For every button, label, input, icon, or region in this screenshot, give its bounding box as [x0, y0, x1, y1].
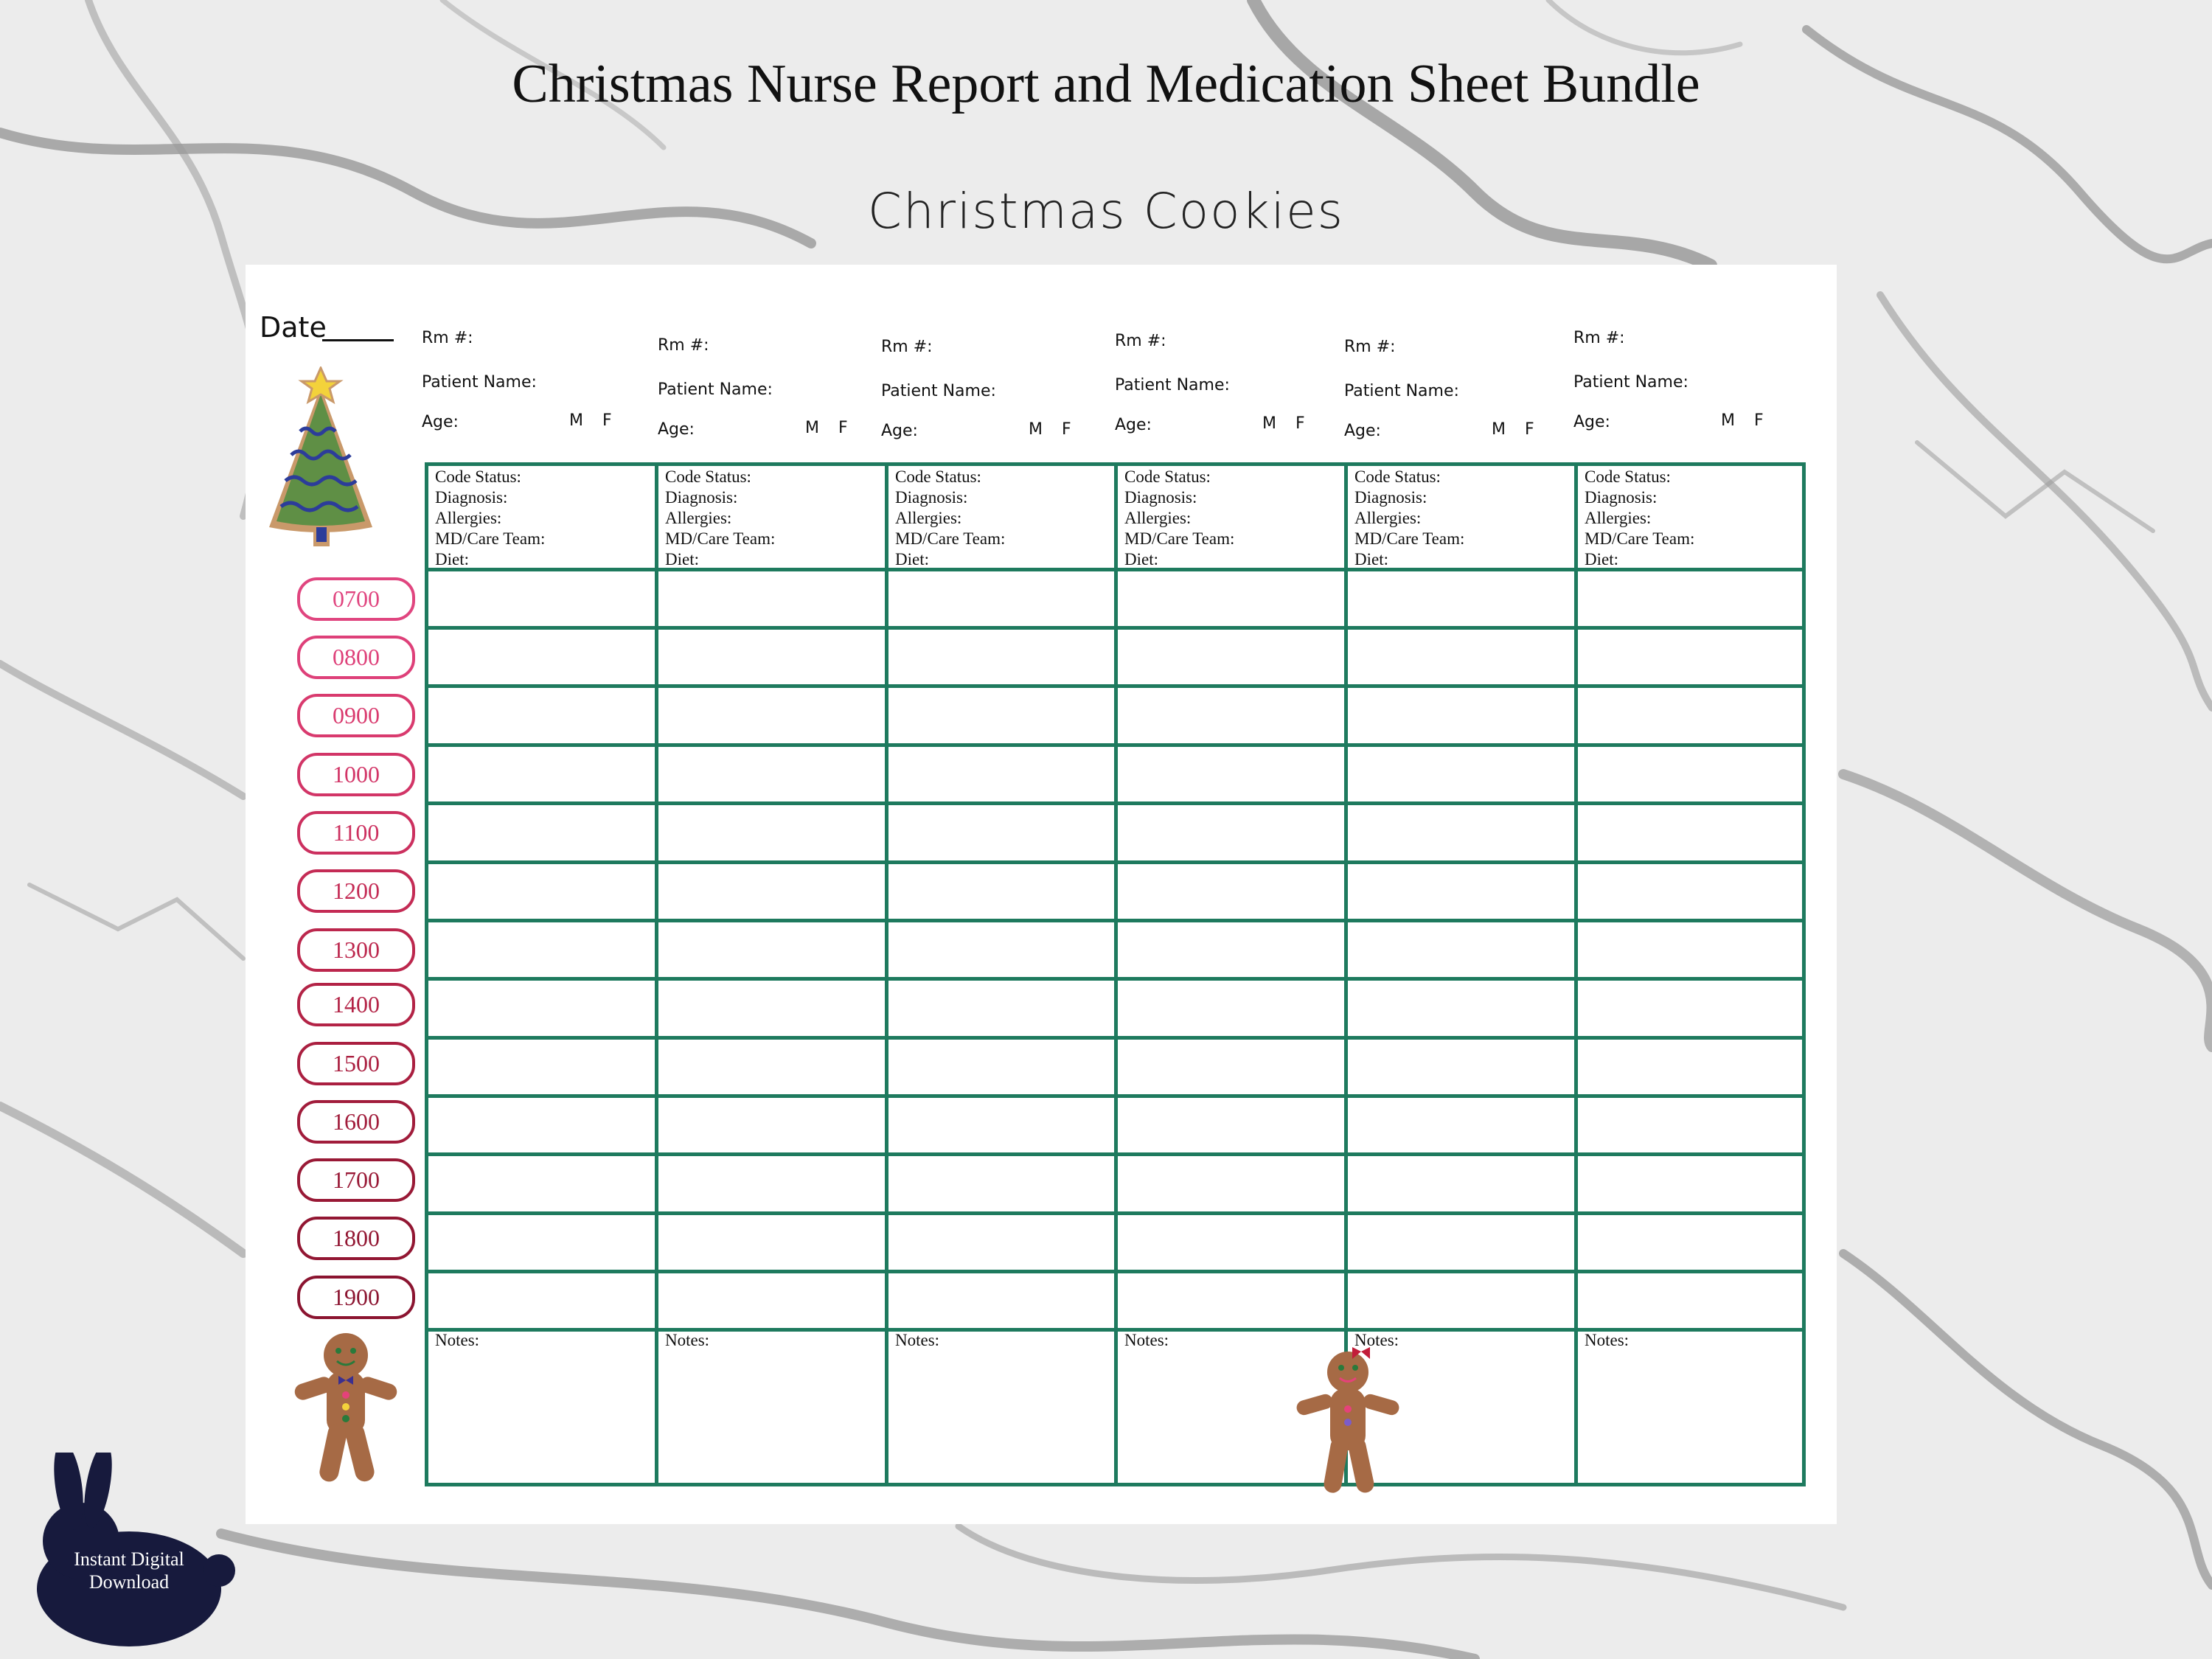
info-label: Code Status:: [665, 467, 751, 486]
info-label: MD/Care Team:: [1354, 529, 1465, 548]
info-label: Diet:: [1124, 550, 1158, 568]
page-subtitle: Christmas Cookies: [867, 183, 1345, 240]
grid-row-line: [425, 462, 1806, 466]
sex-f-option[interactable]: F: [1295, 414, 1305, 433]
time-slot-1100: 1100: [297, 811, 415, 855]
time-slot-1300: 1300: [297, 928, 415, 972]
info-label: MD/Care Team:: [1585, 529, 1695, 548]
patient-name-label: Patient Name:: [881, 382, 996, 400]
time-slot-1000: 1000: [297, 753, 415, 796]
sex-m-option[interactable]: M: [1029, 420, 1043, 439]
info-label: Diet:: [665, 550, 699, 568]
age-label: Age:: [422, 413, 459, 431]
info-label: Diagnosis:: [435, 488, 508, 507]
christmas-tree-cookie-icon: [262, 366, 380, 558]
notes-label[interactable]: Notes:: [435, 1331, 480, 1349]
patient-name-label: Patient Name:: [1344, 382, 1459, 400]
age-label: Age:: [881, 422, 918, 440]
info-label: Code Status:: [435, 467, 521, 486]
info-label: Diet:: [435, 550, 469, 568]
sex-f-option[interactable]: F: [602, 411, 612, 430]
time-slot-0700: 0700: [297, 577, 415, 621]
medication-grid[interactable]: [425, 462, 1806, 1486]
age-label: Age:: [658, 420, 695, 439]
info-label: Code Status:: [895, 467, 981, 486]
notes-label[interactable]: Notes:: [895, 1331, 940, 1349]
patient-header[interactable]: [881, 338, 1095, 470]
time-slot-1800: 1800: [297, 1217, 415, 1260]
age-label: Age:: [1344, 422, 1381, 440]
patient-info-block[interactable]: [665, 467, 775, 570]
notes-label[interactable]: Notes:: [1354, 1331, 1399, 1349]
gingerbread-boy-icon: [291, 1327, 409, 1493]
info-label: MD/Care Team:: [665, 529, 776, 548]
patient-info-block[interactable]: [1585, 467, 1694, 570]
grid-row-line: [425, 801, 1806, 805]
patient-header[interactable]: [658, 336, 872, 469]
instant-download-badge: [44, 1548, 214, 1593]
info-label: Code Status:: [1124, 467, 1211, 486]
grid-row-line: [425, 1036, 1806, 1040]
sex-f-option[interactable]: F: [1062, 420, 1071, 439]
sex-f-option[interactable]: F: [838, 419, 848, 437]
grid-column-line: [1114, 462, 1118, 1486]
sex-m-option[interactable]: M: [1262, 414, 1276, 433]
grid-row-line: [425, 1211, 1806, 1215]
grid-row-line: [425, 860, 1806, 864]
info-label: MD/Care Team:: [435, 529, 546, 548]
time-slot-1900: 1900: [297, 1276, 415, 1319]
grid-row-line: [425, 919, 1806, 922]
patient-header[interactable]: [1573, 329, 1787, 462]
patient-header[interactable]: [1115, 332, 1329, 465]
grid-column-line: [1574, 462, 1578, 1486]
info-label: Diagnosis:: [895, 488, 968, 507]
date-field-line[interactable]: [322, 339, 394, 341]
patient-info-block[interactable]: [435, 467, 545, 570]
patient-info-block[interactable]: [1124, 467, 1234, 570]
info-label: MD/Care Team:: [895, 529, 1006, 548]
info-label: Diet:: [1585, 550, 1618, 568]
age-label: Age:: [1115, 416, 1152, 434]
age-label: Age:: [1573, 413, 1610, 431]
notes-label[interactable]: Notes:: [1585, 1331, 1630, 1349]
grid-column-line: [885, 462, 888, 1486]
date-label: Date: [260, 311, 327, 344]
sex-m-option[interactable]: M: [1721, 411, 1735, 430]
badge-line-2: Download: [88, 1571, 170, 1593]
sex-m-option[interactable]: M: [805, 419, 819, 437]
grid-row-line: [425, 743, 1806, 747]
time-slot-0800: 0800: [297, 636, 415, 679]
info-label: Code Status:: [1354, 467, 1441, 486]
info-label: MD/Care Team:: [1124, 529, 1235, 548]
info-label: Diet:: [1354, 550, 1388, 568]
info-label: Diet:: [895, 550, 929, 568]
time-slot-1200: 1200: [297, 869, 415, 913]
room-label: Rm #:: [1344, 338, 1396, 356]
info-label: Allergies:: [665, 509, 732, 527]
grid-row-line: [425, 1483, 1806, 1486]
sex-m-option[interactable]: M: [1492, 420, 1506, 439]
info-label: Code Status:: [1585, 467, 1671, 486]
info-label: Allergies:: [895, 509, 962, 527]
sex-f-option[interactable]: F: [1754, 411, 1764, 430]
grid-row-line: [425, 1094, 1806, 1098]
grid-column-line: [425, 462, 428, 1486]
grid-column-line: [655, 462, 658, 1486]
patient-name-label: Patient Name:: [1573, 373, 1688, 392]
info-label: Diagnosis:: [1354, 488, 1427, 507]
notes-label[interactable]: Notes:: [1124, 1331, 1169, 1349]
info-label: Allergies:: [435, 509, 502, 527]
patient-info-block[interactable]: [895, 467, 1005, 570]
info-label: Allergies:: [1354, 509, 1422, 527]
badge-line-1: Instant Digital: [74, 1548, 184, 1570]
patient-name-label: Patient Name:: [1115, 376, 1230, 394]
time-slot-1400: 1400: [297, 983, 415, 1026]
patient-header[interactable]: [422, 329, 636, 462]
info-label: Diagnosis:: [1585, 488, 1658, 507]
info-label: Allergies:: [1124, 509, 1192, 527]
patient-header[interactable]: [1344, 338, 1558, 470]
room-label: Rm #:: [1115, 332, 1166, 350]
info-label: Diagnosis:: [665, 488, 738, 507]
sex-f-option[interactable]: F: [1525, 420, 1534, 439]
time-slot-1700: 1700: [297, 1158, 415, 1202]
grid-row-line: [425, 1270, 1806, 1273]
time-slot-0900: 0900: [297, 694, 415, 737]
grid-row-line: [425, 626, 1806, 630]
info-label: Diagnosis:: [1124, 488, 1197, 507]
notes-label[interactable]: Notes:: [665, 1331, 710, 1349]
room-label: Rm #:: [422, 329, 473, 347]
grid-row-line: [425, 977, 1806, 981]
room-label: Rm #:: [881, 338, 933, 356]
patient-name-label: Patient Name:: [422, 373, 537, 392]
grid-column-line: [1802, 462, 1806, 1486]
grid-row-line: [425, 1152, 1806, 1156]
time-slot-1600: 1600: [297, 1100, 415, 1144]
patient-name-label: Patient Name:: [658, 380, 773, 399]
page-title: Christmas Nurse Report and Medication Sheet Bundle: [512, 54, 1700, 114]
time-slot-1500: 1500: [297, 1042, 415, 1085]
grid-column-line: [1344, 462, 1348, 1486]
sex-m-option[interactable]: M: [569, 411, 583, 430]
patient-info-block[interactable]: [1354, 467, 1464, 570]
info-label: Allergies:: [1585, 509, 1652, 527]
gingerbread-girl-icon: [1293, 1346, 1404, 1497]
grid-row-line: [425, 684, 1806, 688]
room-label: Rm #:: [1573, 329, 1625, 347]
room-label: Rm #:: [658, 336, 709, 355]
